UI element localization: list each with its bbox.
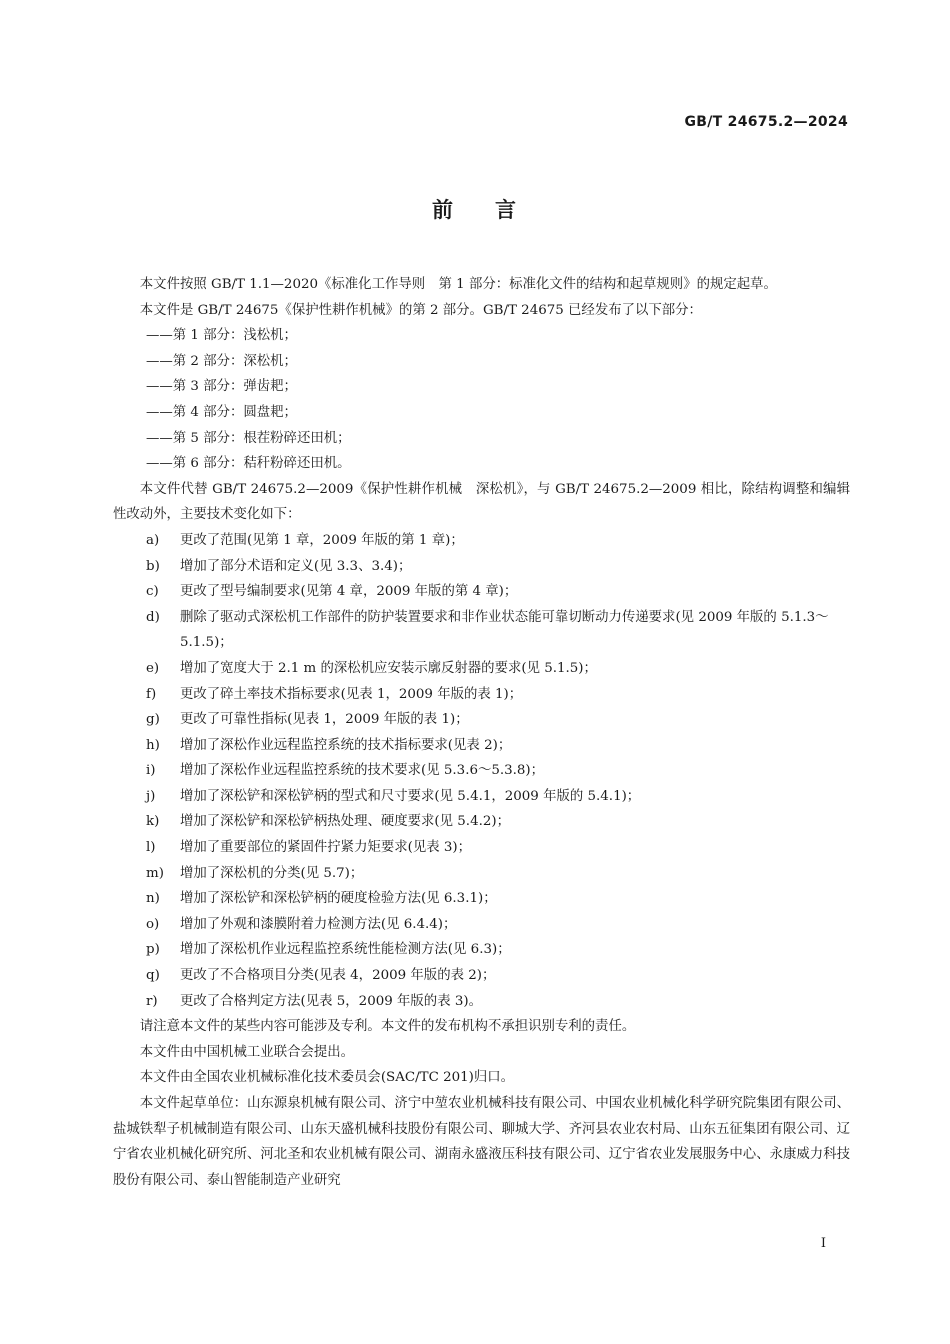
- change-text: 增加了宽度大于 2.1 m 的深松机应安装示廓反射器的要求(见 5.1.5)；: [180, 660, 597, 676]
- change-label: q): [146, 968, 160, 984]
- change-text: 增加了部分术语和定义(见 3.3、3.4)；: [180, 558, 412, 574]
- change-label: j): [146, 788, 156, 804]
- change-text: 删除了驱动式深松机工作部件的防护装置要求和非作业状态能可靠切断动力传递要求(见 2009 年版的 5.1.3～5.1.5)；: [180, 609, 829, 651]
- part-list-item: ——第 1 部分：浅松机；: [146, 328, 297, 344]
- change-text: 增加了深松铲和深松铲柄的硬度检验方法(见 6.3.1)；: [180, 891, 497, 907]
- change-item: [113, 707, 850, 733]
- change-label: d): [146, 609, 160, 625]
- part-list-item: ——第 4 部分：圆盘耙；: [146, 404, 297, 420]
- change-text: 更改了合格判定方法(见表 5，2009 年版的表 3)。: [180, 993, 482, 1009]
- change-text: 更改了不合格项目分类(见表 4，2009 年版的表 2)；: [180, 968, 496, 984]
- change-item: [113, 835, 850, 861]
- change-text: 更改了型号编制要求(见第 4 章，2009 年版的第 4 章)；: [180, 584, 518, 600]
- change-item: [113, 682, 850, 708]
- change-text: 增加了深松铲和深松铲柄热处理、硬度要求(见 5.4.2)；: [180, 814, 510, 830]
- change-item: [113, 989, 850, 1015]
- change-label: k): [146, 814, 160, 830]
- committee-statement: 本文件由全国农业机械标准化技术委员会(SAC/TC 201)归口。: [139, 1070, 515, 1086]
- change-item: [113, 554, 850, 580]
- patent-notice: 请注意本文件的某些内容可能涉及专利。本文件的发布机构不承担识别专利的责任。: [139, 1019, 636, 1035]
- change-label: i): [146, 763, 156, 779]
- change-text: 增加了深松作业远程监控系统的技术要求(见 5.3.6～5.3.8)；: [180, 763, 545, 779]
- change-label: n): [146, 891, 160, 907]
- intro-paragraph-2: 本文件是 GB/T 24675《保护性耕作机械》的第 2 部分。GB/T 24675 已经发布了以下部分：: [139, 302, 702, 318]
- part-list-item: ——第 3 部分：弹齿耙；: [146, 379, 297, 395]
- replacement-paragraph: 本文件代替 GB/T 24675.2—2009《保护性耕作机械 深松机》，与 GB/T 24675.2—2009 相比，除结构调整和编辑性改动外，主要技术变化如下：: [113, 481, 850, 523]
- title-char-2: 言: [495, 198, 518, 222]
- part-list-item: ——第 2 部分：深松机；: [146, 353, 297, 369]
- change-label: e): [146, 660, 160, 676]
- standard-code: GB/T 24675.2—2024: [684, 114, 848, 130]
- change-text: 增加了重要部位的紧固件拧紧力矩要求(见表 3)；: [180, 840, 472, 856]
- change-label: h): [146, 737, 160, 753]
- change-label: f): [146, 686, 157, 702]
- change-label: r): [146, 993, 158, 1009]
- page-title: [0, 194, 950, 224]
- change-item: [113, 579, 850, 605]
- change-text: 更改了可靠性指标(见表 1，2009 年版的表 1)；: [180, 712, 469, 728]
- proposer-statement: 本文件由中国机械工业联合会提出。: [139, 1044, 355, 1060]
- change-label: a): [146, 532, 160, 548]
- change-text: 更改了范围(见第 1 章，2009 年版的第 1 章)；: [180, 532, 464, 548]
- change-label: l): [146, 840, 156, 856]
- change-item: [113, 963, 850, 989]
- change-item: [113, 912, 850, 938]
- change-item: [113, 861, 850, 887]
- change-label: m): [146, 865, 164, 881]
- change-item: [113, 733, 850, 759]
- change-item: [113, 656, 850, 682]
- change-label: b): [146, 558, 160, 574]
- part-list-item: ——第 6 部分：秸秆粉碎还田机。: [146, 456, 351, 472]
- change-item: [113, 809, 850, 835]
- change-item: [113, 758, 850, 784]
- page-number: I: [820, 1236, 826, 1251]
- change-label: g): [146, 712, 160, 728]
- change-text: 增加了深松机作业远程监控系统性能检测方法(见 6.3)；: [180, 942, 511, 958]
- change-item: [113, 528, 850, 554]
- change-item: [113, 605, 850, 656]
- change-text: 更改了碎土率技术指标要求(见表 1，2009 年版的表 1)；: [180, 686, 523, 702]
- change-item: [113, 886, 850, 912]
- change-text: 增加了深松作业远程监控系统的技术指标要求(见表 2)；: [180, 737, 512, 753]
- change-text: 增加了深松机的分类(见 5.7)；: [180, 865, 364, 881]
- change-label: c): [146, 584, 159, 600]
- change-item: [113, 784, 850, 810]
- intro-paragraph-1: 本文件按照 GB/T 1.1—2020《标准化工作导则 第 1 部分：标准化文件的结构和起草规则》的规定起草。: [139, 277, 777, 292]
- drafting-units: 本文件起草单位：山东源泉机械有限公司、济宁中堃农业机械科技有限公司、中国农业机械化科学研究院集团有限公司、盐城铁犁子机械制造有限公司、山东天盛机械科技股份有限公司、聊城大学、齐河县农业农村局、山东五征集团有限公司、辽宁省农业机械化研究所、河北圣和农业机械有限公司、湖南永盛液压科技有限公司、辽宁省农业发展服务中心、永康威力科技股份有限公司、泰山智能制造产业研究: [113, 1096, 850, 1188]
- change-text: 增加了外观和漆膜附着力检测方法(见 6.4.4)；: [180, 916, 457, 932]
- change-label: o): [146, 916, 160, 932]
- change-item: [113, 937, 850, 963]
- foreword-body: [113, 272, 850, 1193]
- change-label: p): [146, 942, 160, 958]
- part-list-item: ——第 5 部分：根茬粉碎还田机；: [146, 430, 351, 446]
- change-text: 增加了深松铲和深松铲柄的型式和尺寸要求(见 5.4.1，2009 年版的 5.4.1)；: [180, 788, 641, 804]
- title-char-1: 前: [432, 198, 455, 222]
